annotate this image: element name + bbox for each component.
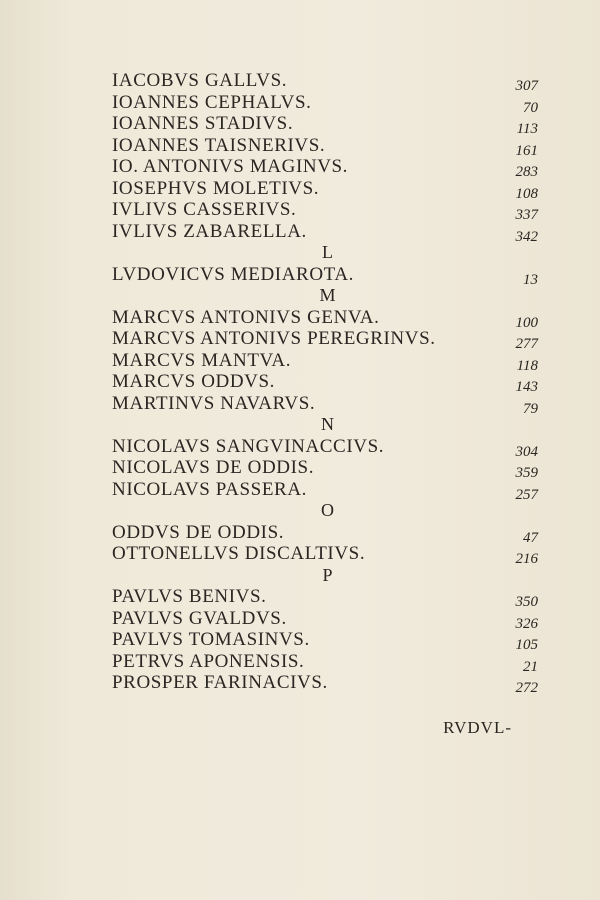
entry-page-number: 304 xyxy=(515,443,538,460)
entry-name: MARCVS ANTONIVS GENVA. xyxy=(112,306,380,328)
entry-page-number: 283 xyxy=(515,164,538,180)
index-entry xyxy=(108,393,548,415)
index-entry xyxy=(108,328,548,350)
entry-page-number: 21 xyxy=(523,658,538,675)
index-entry xyxy=(108,479,548,501)
entry-name: ODDVS DE ODDIS. xyxy=(112,521,285,543)
entry-page-number: 100 xyxy=(515,314,538,331)
entry-name: LVDOVICVS MEDIAROTA. xyxy=(112,263,355,285)
section-letter: L xyxy=(322,242,334,262)
section-letter-row xyxy=(108,565,548,587)
index-entry xyxy=(108,221,548,243)
entry-name: IOANNES STADIVS. xyxy=(112,113,294,134)
section-letter-row xyxy=(108,285,548,307)
entry-page-number: 272 xyxy=(515,680,538,696)
entry-name: MARTINVS NAVARVS. xyxy=(112,392,316,414)
entry-page-number: 326 xyxy=(515,615,538,632)
entry-page-number: 257 xyxy=(515,486,538,503)
section-letter-row xyxy=(108,500,548,522)
index-entry xyxy=(108,135,548,157)
index-entry xyxy=(108,436,548,458)
entry-name: IVLIVS ZABARELLA. xyxy=(112,220,307,242)
entry-name: OTTONELLVS DISCALTIVS. xyxy=(112,543,366,564)
section-letter: N xyxy=(321,414,335,434)
index-entry xyxy=(108,178,548,200)
entry-page-number: 113 xyxy=(516,121,538,137)
entry-name: PETRVS APONENSIS. xyxy=(112,650,305,672)
entry-page-number: 70 xyxy=(523,99,538,116)
entry-name: IOANNES TAISNERIVS. xyxy=(112,134,326,156)
section-letter: P xyxy=(322,564,334,585)
index-entry xyxy=(108,264,548,286)
index-entry xyxy=(108,156,548,178)
index-entry xyxy=(108,629,548,651)
index-entry xyxy=(108,543,548,565)
index-entry xyxy=(108,350,548,372)
index-entry xyxy=(108,457,548,479)
index-entry xyxy=(108,651,548,673)
index-entry xyxy=(108,307,548,329)
entry-page-number: 143 xyxy=(515,379,538,395)
entry-page-number: 359 xyxy=(515,465,538,481)
entry-page-number: 47 xyxy=(523,529,538,546)
entry-page-number: 108 xyxy=(515,185,538,202)
entry-page-number: 161 xyxy=(515,142,538,159)
section-letter-row xyxy=(108,414,548,436)
entry-name: NICOLAVS SANGVINACCIVS. xyxy=(112,435,385,457)
index-entry xyxy=(108,113,548,135)
entry-page-number: 350 xyxy=(515,594,538,610)
index-entry xyxy=(108,522,548,544)
entry-name: IOANNES CEPHALVS. xyxy=(112,91,312,113)
index-entry xyxy=(108,70,548,92)
entry-name: IO. ANTONIVS MAGINVS. xyxy=(112,156,349,177)
index-entry xyxy=(108,199,548,221)
section-letter-row xyxy=(108,242,548,264)
section-letter: O xyxy=(321,500,335,520)
entry-name: MARCVS ANTONIVS PEREGRINVS. xyxy=(112,328,436,349)
entry-page-number: 337 xyxy=(515,207,538,223)
section-letter: M xyxy=(319,285,337,305)
entry-name: MARCVS MANTVA. xyxy=(112,349,292,371)
entry-name: PAVLVS TOMASINVS. xyxy=(112,629,310,650)
entry-page-number: 118 xyxy=(516,357,538,374)
entry-name: IVLIVS CASSERIVS. xyxy=(112,199,297,220)
entry-name: NICOLAVS DE ODDIS. xyxy=(112,457,315,478)
name-index xyxy=(108,70,548,694)
index-entry xyxy=(108,371,548,393)
entry-page-number: 79 xyxy=(523,400,538,417)
index-entry xyxy=(108,92,548,114)
entry-page-number: 13 xyxy=(523,271,538,288)
entry-name: IOSEPHVS MOLETIVS. xyxy=(112,177,320,199)
entry-name: PROSPER FARINACIVS. xyxy=(112,672,328,693)
entry-name: MARCVS ODDVS. xyxy=(112,371,276,392)
entry-name: IACOBVS GALLVS. xyxy=(112,70,288,91)
entry-name: PAVLVS GVALDVS. xyxy=(112,607,287,629)
index-entry xyxy=(108,608,548,630)
index-entry xyxy=(108,672,548,694)
index-entry xyxy=(108,586,548,608)
entry-page-number: 277 xyxy=(515,336,538,352)
entry-page-number: 105 xyxy=(515,637,538,653)
entry-name: NICOLAVS PASSERA. xyxy=(112,478,307,500)
entry-page-number: 307 xyxy=(515,78,538,94)
entry-page-number: 216 xyxy=(515,551,538,567)
catchword: RVDVL- xyxy=(443,718,512,737)
entry-page-number: 342 xyxy=(515,228,538,245)
entry-name: PAVLVS BENIVS. xyxy=(112,586,267,607)
